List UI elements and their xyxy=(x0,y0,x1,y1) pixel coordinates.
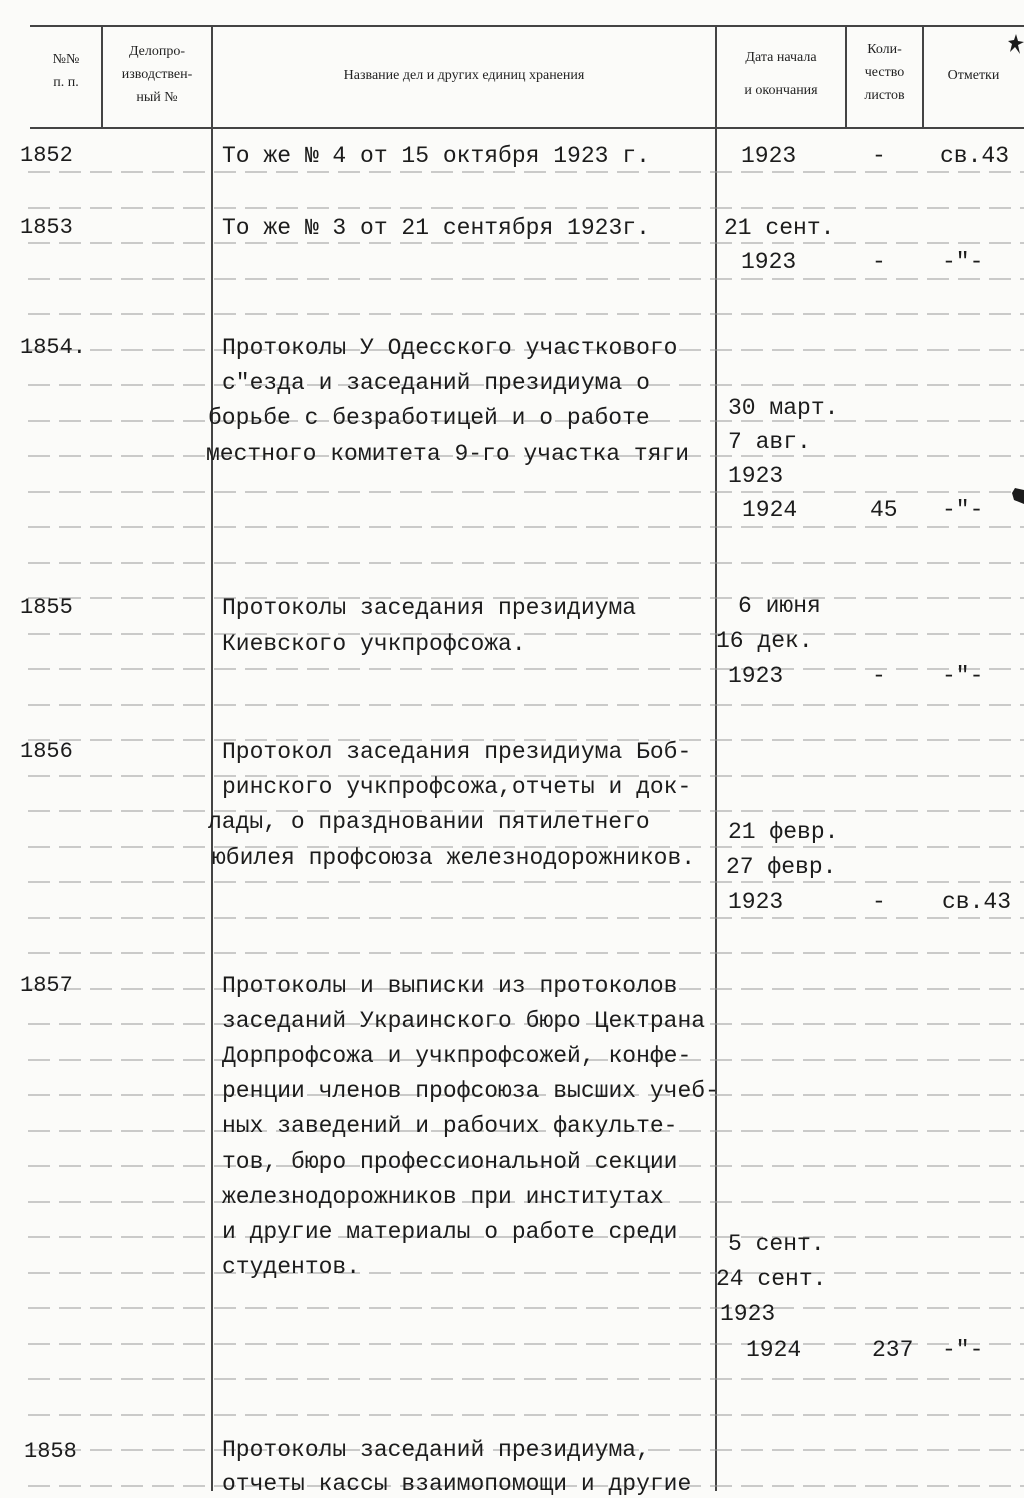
record-title-line: То же № 4 от 15 октября 1923 г. xyxy=(222,143,650,169)
record-title-line: ных заведений и рабочих факульте- xyxy=(222,1113,678,1139)
record-title-line: местного комитета 9-го участка тяги xyxy=(206,441,690,467)
record-number: 1852 xyxy=(20,143,73,168)
record-mark: св.43 xyxy=(942,889,1012,915)
record-date: 27 февр. xyxy=(726,854,837,880)
header-title: Название дел и других единиц хранения xyxy=(343,68,585,83)
header-case-number xyxy=(102,40,212,109)
record-sheets: - xyxy=(872,663,886,689)
record-title-line: тов, бюро профессиональной секции xyxy=(222,1149,678,1175)
record-title-line: отчеты кассы взаимопомощи и другие xyxy=(222,1471,692,1497)
record-date: 7 авг. xyxy=(728,429,811,455)
header-sheets xyxy=(846,38,923,107)
header-sheets-line: Коли- xyxy=(867,42,902,57)
record-number: 1853 xyxy=(20,215,73,240)
record-title-line: и другие материалы о работе среди xyxy=(222,1219,678,1245)
record-sheets: 45 xyxy=(870,497,898,523)
record-date: 5 сент. xyxy=(728,1231,825,1257)
record-date: 1924 xyxy=(742,497,798,523)
record-mark: -"- xyxy=(942,497,984,523)
record-title-line: с"езда и заседаний президиума о xyxy=(222,370,650,396)
header-num-line: п. п. xyxy=(53,75,79,90)
record-date: 1923 xyxy=(728,663,784,689)
record-date: 21 сент. xyxy=(724,215,835,241)
record-title-line: ринского учкпрофсожа,отчеты и док- xyxy=(222,774,692,800)
record-number: 1854. xyxy=(20,335,87,360)
record-date: 1923 xyxy=(728,463,784,489)
record-title-line: Дорпрофсожа и учкпрофсожей, конфе- xyxy=(222,1043,692,1069)
record-date: 1923 xyxy=(720,1301,776,1327)
record-date: 6 июня xyxy=(738,593,821,619)
record-title-line: Протоколы У Одесского участкового xyxy=(222,335,678,361)
header-sheets-line: листов xyxy=(864,88,905,103)
header-case-line: Делопро- xyxy=(128,44,186,59)
record-title-line: Протоколы и выписки из протоколов xyxy=(222,973,678,999)
record-date: 1923 xyxy=(728,889,784,915)
record-title-line: лады, о праздновании пятилетнего xyxy=(208,809,650,835)
record-date: 1923 xyxy=(741,249,797,275)
record-title-line: заседаний Украинского бюро Цектрана xyxy=(222,1008,706,1034)
record-mark: св.43 xyxy=(940,143,1010,169)
record-title-line: Киевского учкпрофсожа. xyxy=(222,631,526,657)
header-num-line: №№ xyxy=(52,52,80,67)
record-title-line: железнодорожников при институтах xyxy=(222,1184,664,1210)
record-mark: -"- xyxy=(942,249,984,275)
record-title-line: юбилея профсоюза железнодорожников. xyxy=(212,845,696,871)
record-sheets: 237 xyxy=(872,1337,914,1363)
header-case-line: ный № xyxy=(136,90,178,105)
header-dates-line: и окончания xyxy=(744,83,818,98)
header-num xyxy=(30,48,102,94)
record-date: 16 дек. xyxy=(716,628,813,654)
record-date: 24 сент. xyxy=(716,1266,827,1292)
header-sheets-line: чество xyxy=(864,65,905,80)
record-number: 1858 xyxy=(24,1439,77,1464)
record-mark: -"- xyxy=(942,663,984,689)
record-sheets: - xyxy=(872,143,886,169)
asterisk-margin-mark xyxy=(1008,34,1024,54)
ink-blot-mark xyxy=(1012,488,1024,504)
record-number: 1856 xyxy=(20,739,73,764)
record-number: 1855 xyxy=(20,595,73,620)
header-dates xyxy=(716,46,846,102)
record-title-line: Протоколы заседания президиума xyxy=(222,595,637,621)
record-title-line: Протоколы заседаний президиума, xyxy=(222,1437,650,1463)
record-title-line: борьбе с безработицей и о работе xyxy=(208,405,650,431)
record-sheets: - xyxy=(872,249,886,275)
record-title-line: То же № 3 от 21 сентября 1923г. xyxy=(222,215,650,241)
header-case-line: изводствен- xyxy=(121,67,193,82)
record-number: 1857 xyxy=(20,973,73,998)
record-date: 30 март. xyxy=(728,395,839,421)
record-mark: -"- xyxy=(942,1337,984,1363)
record-title-line: ренции членов профсоюза высших учеб- xyxy=(222,1078,719,1104)
record-date: 1923 xyxy=(741,143,797,169)
header-marks: Отметки xyxy=(947,68,1000,83)
record-sheets: - xyxy=(872,889,886,915)
record-date: 21 февр. xyxy=(728,819,839,845)
record-date: 1924 xyxy=(746,1337,802,1363)
record-title-line: Протокол заседания президиума Боб- xyxy=(222,739,692,765)
header-dates-line: Дата начала xyxy=(745,50,817,65)
record-title-line: студентов. xyxy=(222,1254,361,1280)
